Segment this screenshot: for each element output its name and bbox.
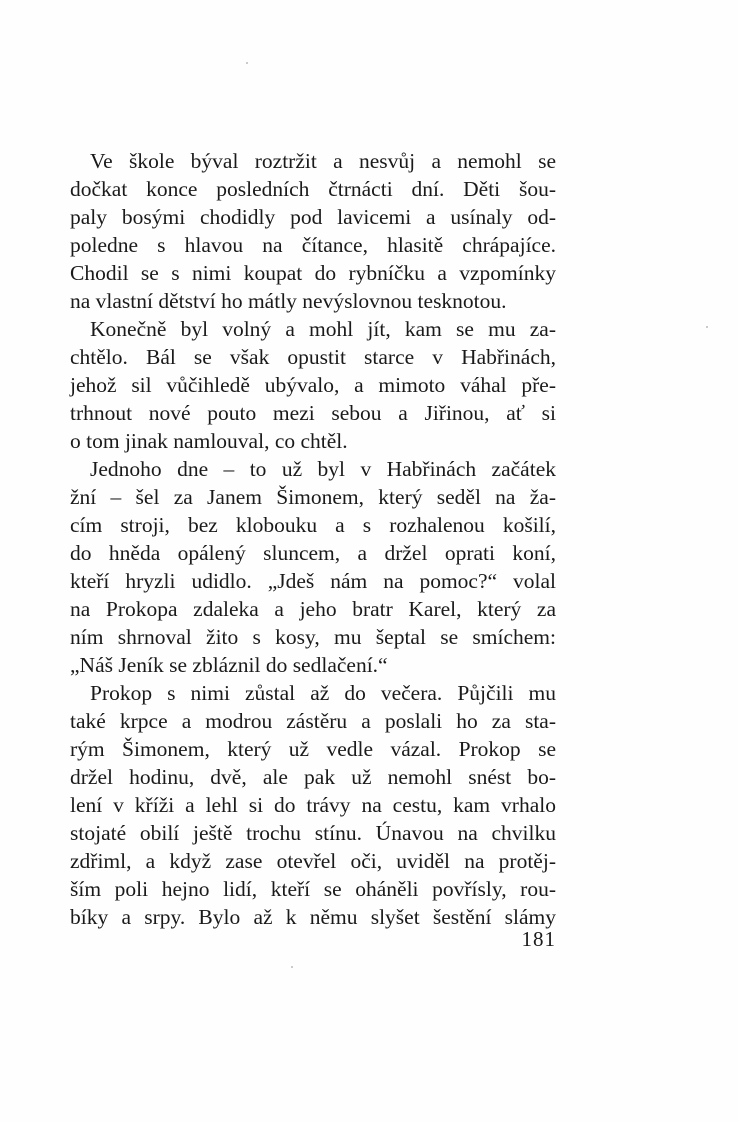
text-line: ním shrnoval žito s kosy, mu šeptal se smíchem:	[70, 625, 556, 649]
text-line: na Prokopa zdaleka a jeho bratr Karel, který za	[70, 597, 556, 621]
text-line: poledne s hlavou na čítance, hlasitě chrápajíce.	[70, 233, 556, 257]
paragraph	[70, 455, 556, 679]
text-line: držel hodinu, dvě, ale pak už nemohl snést bo-	[70, 765, 556, 789]
scan-speck	[706, 326, 708, 328]
text-line: ším poli hejno lidí, kteří se oháněli povřísly, rou-	[70, 877, 556, 901]
text-line: Jednoho dne – to už byl v Habřinách začátek	[90, 457, 556, 481]
text-line: stojaté obilí ještě trochu stínu. Únavou na chvilku	[70, 821, 556, 845]
text-line: žní – šel za Janem Šimonem, který seděl na ža-	[70, 485, 556, 509]
text-line: „Náš Jeník se zbláznil do sedlačení.“	[70, 653, 388, 677]
scan-speck	[246, 62, 248, 64]
text-line: zdřiml, a když zase otevřel oči, uviděl na protěj-	[70, 849, 556, 873]
text-line: kteří hryzli udidlo. „Jdeš nám na pomoc?“ volal	[70, 569, 556, 593]
text-line: rým Šimonem, který už vedle vázal. Prokop se	[70, 737, 556, 761]
text-line: Ve škole býval roztržit a nesvůj a nemohl se	[90, 149, 556, 173]
text-line: na vlastní dětství ho mátly nevýslovnou tesknotou.	[70, 289, 507, 313]
scan-speck	[291, 966, 293, 968]
paragraph	[70, 147, 556, 315]
text-line: jehož sil vůčihledě ubývalo, a mimoto váhal pře-	[70, 373, 556, 397]
text-line: trhnout nové pouto mezi sebou a Jiřinou, ať si	[70, 401, 556, 425]
text-line: cím stroji, bez klobouku a s rozhalenou košilí,	[70, 513, 556, 537]
text-line: Prokop s nimi zůstal až do večera. Půjčili mu	[90, 681, 556, 705]
text-line: paly bosými chodidly pod lavicemi a usínaly od-	[70, 205, 556, 229]
paragraph	[70, 315, 556, 455]
text-line: o tom jinak namlouval, co chtěl.	[70, 429, 348, 453]
text-line: Konečně byl volný a mohl jít, kam se mu za-	[90, 317, 556, 341]
text-line: Chodil se s nimi koupat do rybníčku a vzpomínky	[70, 261, 556, 285]
body-text	[70, 147, 556, 931]
text-line: lení v kříži a lehl si do trávy na cestu, kam vrhalo	[70, 793, 556, 817]
page-number: 181	[521, 927, 556, 951]
text-line: chtělo. Bál se však opustit starce v Habřinách,	[70, 345, 556, 369]
text-line: také krpce a modrou zástěru a poslali ho za sta-	[70, 709, 556, 733]
text-line: dočkat konce posledních čtrnácti dní. Děti šou-	[70, 177, 556, 201]
paragraph	[70, 679, 556, 931]
text-line: do hněda opálený sluncem, a držel oprati koní,	[70, 541, 556, 565]
text-line: bíky a srpy. Bylo až k němu slyšet šestění slámy	[70, 905, 556, 929]
